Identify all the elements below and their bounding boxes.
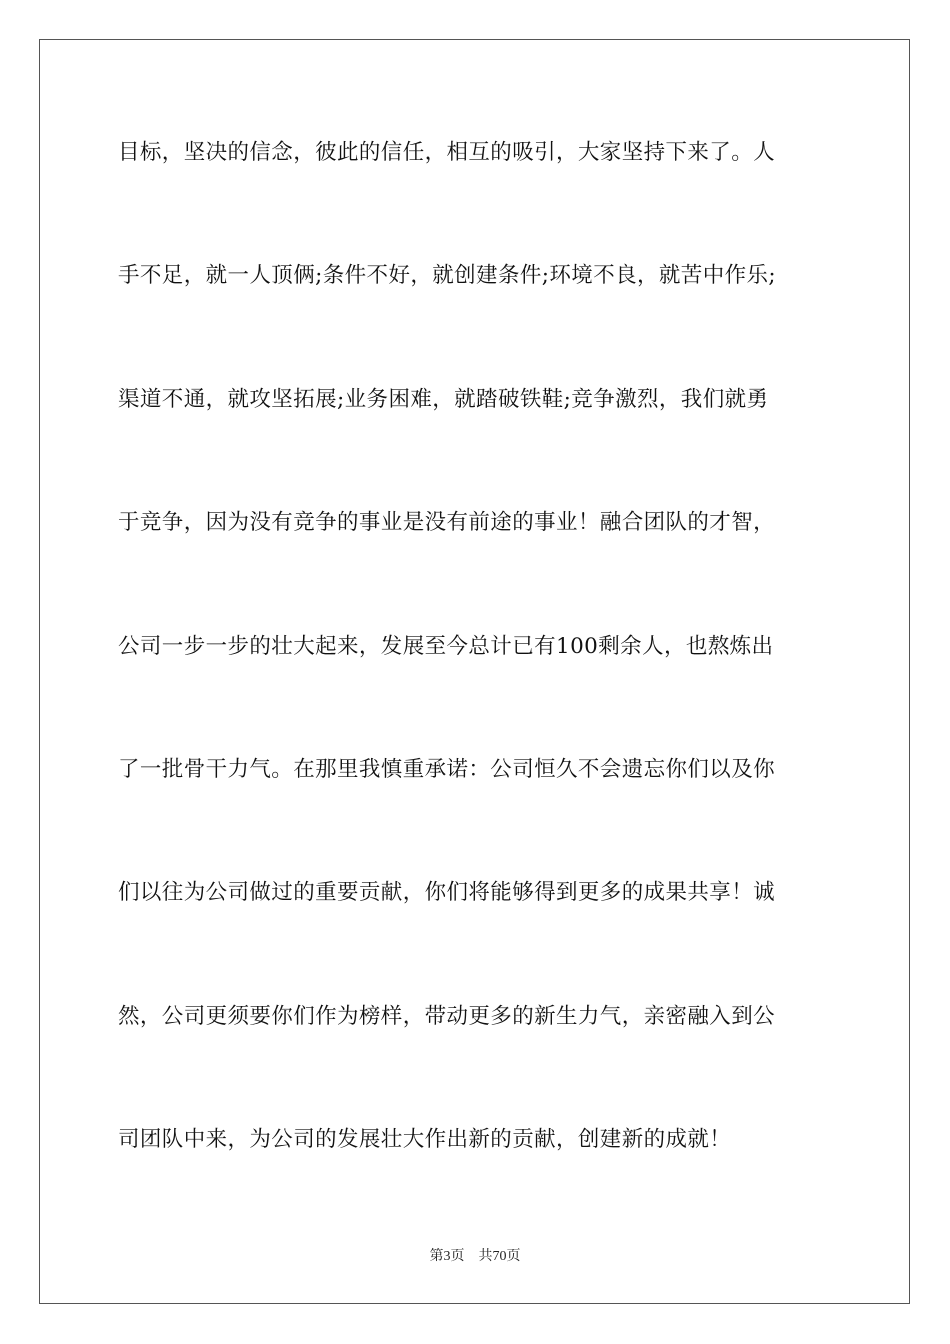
text-line: 们以往为公司做过的重要贡献，你们将能够得到更多的成果共享！诚 <box>118 880 776 906</box>
page-number: 第3页 <box>429 1249 465 1264</box>
text-line: 司团队中来，为公司的发展壮大作出新的贡献，创建新的成就！ <box>118 1127 732 1153</box>
text-line: 公司一步一步的壮大起来，发展至今总计已有100剩余人，也熬炼出 <box>118 633 774 659</box>
text-line: 目标，坚决的信念，彼此的信任，相互的吸引，大家坚持下来了。人 <box>118 140 776 165</box>
text-line: 手不足，就一人顶俩;条件不好，就创建条件;环境不良，就苦中作乐; <box>118 263 777 289</box>
text-line: 渠道不通，就攻坚拓展;业务困难，就踏破铁鞋;竞争激烈，我们就勇 <box>118 386 769 412</box>
page-footer <box>0 1245 950 1265</box>
text-line: 于竞争，因为没有竞争的事业是没有前途的事业！融合团队的才智， <box>118 510 776 536</box>
document-body <box>118 131 838 1242</box>
text-line: 了一批骨干力气。在那里我慎重承诺：公司恒久不会遗忘你们以及你 <box>118 756 776 782</box>
text-line: 然，公司更须要你们作为榜样，带动更多的新生力气，亲密融入到公 <box>118 1003 776 1029</box>
total-pages: 共70页 <box>478 1249 521 1264</box>
